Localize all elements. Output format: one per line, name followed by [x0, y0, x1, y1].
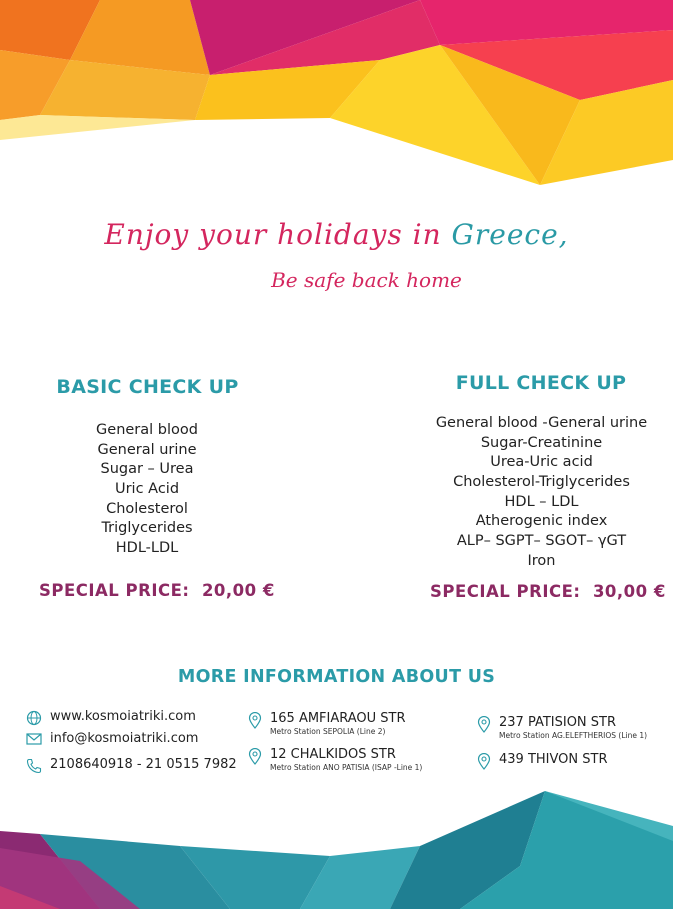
address-item: [248, 711, 406, 736]
list-item: Sugar-Creatinine: [480, 434, 603, 451]
bottom-geometric-banner: [0, 786, 673, 909]
list-item: Iron: [527, 552, 556, 569]
mail-icon: [26, 732, 42, 746]
address-item: [477, 715, 647, 740]
list-item: General blood: [96, 422, 198, 438]
location-pin-icon: [248, 748, 262, 765]
address-item: [477, 752, 607, 770]
price-label: SPECIAL PRICE:: [39, 581, 190, 600]
list-item: HDL – LDL: [504, 493, 579, 510]
list-item: Cholesterol: [106, 500, 188, 517]
address-metro: Metro Station SEPOLIA (Line 2): [270, 727, 386, 736]
full-special-price: [430, 582, 666, 601]
list-item: Triglycerides: [101, 520, 193, 537]
full-checkup-title: FULL CHECK UP: [455, 372, 627, 394]
location-pin-icon: [477, 716, 491, 733]
list-item: Sugar – Urea: [100, 461, 194, 478]
price-value: 20,00 €: [201, 581, 275, 600]
globe-icon: [26, 710, 42, 726]
location-pin-icon: [477, 753, 491, 770]
list-item: Cholesterol-Triglycerides: [453, 474, 630, 491]
full-checkup-list: [420, 414, 663, 572]
email-link[interactable]: info@kosmoiatriki.com: [50, 731, 199, 746]
website-link[interactable]: www.kosmoiatriki.com: [50, 709, 196, 724]
website-contact[interactable]: [26, 709, 196, 726]
address-street: 165 AMFIARAOU STR: [270, 711, 406, 726]
address-street: 12 CHALKIDOS STR: [270, 747, 396, 762]
top-geometric-banner: [0, 0, 673, 190]
location-pin-icon: [248, 712, 262, 729]
tagline-line-1: [0, 218, 673, 251]
price-value: 30,00 €: [592, 582, 666, 601]
list-item: HDL-LDL: [115, 540, 179, 557]
phone-number[interactable]: 2108640918 - 21 0515 7982: [50, 757, 237, 772]
address-street: 237 PATISION STR: [499, 715, 617, 730]
phone-icon: [26, 758, 42, 774]
list-item: ALP– SGPT– SGOT– γGT: [456, 533, 627, 550]
basic-special-price: [39, 581, 275, 600]
address-metro: Metro Station ANO PATISIA (ISAP -Line 1): [270, 763, 423, 772]
tagline-accent: Greece,: [451, 218, 569, 251]
address-street: 439 THIVON STR: [499, 752, 608, 767]
tagline-text: Enjoy your holidays in: [104, 218, 452, 251]
list-item: General blood -General urine: [435, 415, 648, 431]
email-contact[interactable]: [26, 731, 198, 746]
list-item: Uric Acid: [114, 481, 180, 498]
address-item: [248, 747, 422, 772]
more-information-heading: MORE INFORMATION ABOUT US: [177, 667, 496, 687]
list-item: Urea-Uric acid: [490, 454, 593, 471]
address-metro: Metro Station AG.ELEFTHERIOS (Line 1): [499, 731, 648, 740]
basic-checkup-title: BASIC CHECK UP: [56, 376, 239, 398]
list-item: Atherogenic index: [475, 513, 608, 530]
price-label: SPECIAL PRICE:: [430, 582, 581, 601]
phone-contact[interactable]: [26, 757, 237, 774]
list-item: General urine: [97, 441, 197, 458]
tagline-line-2: Be safe back home: [271, 268, 462, 292]
basic-checkup-list: [47, 421, 247, 559]
